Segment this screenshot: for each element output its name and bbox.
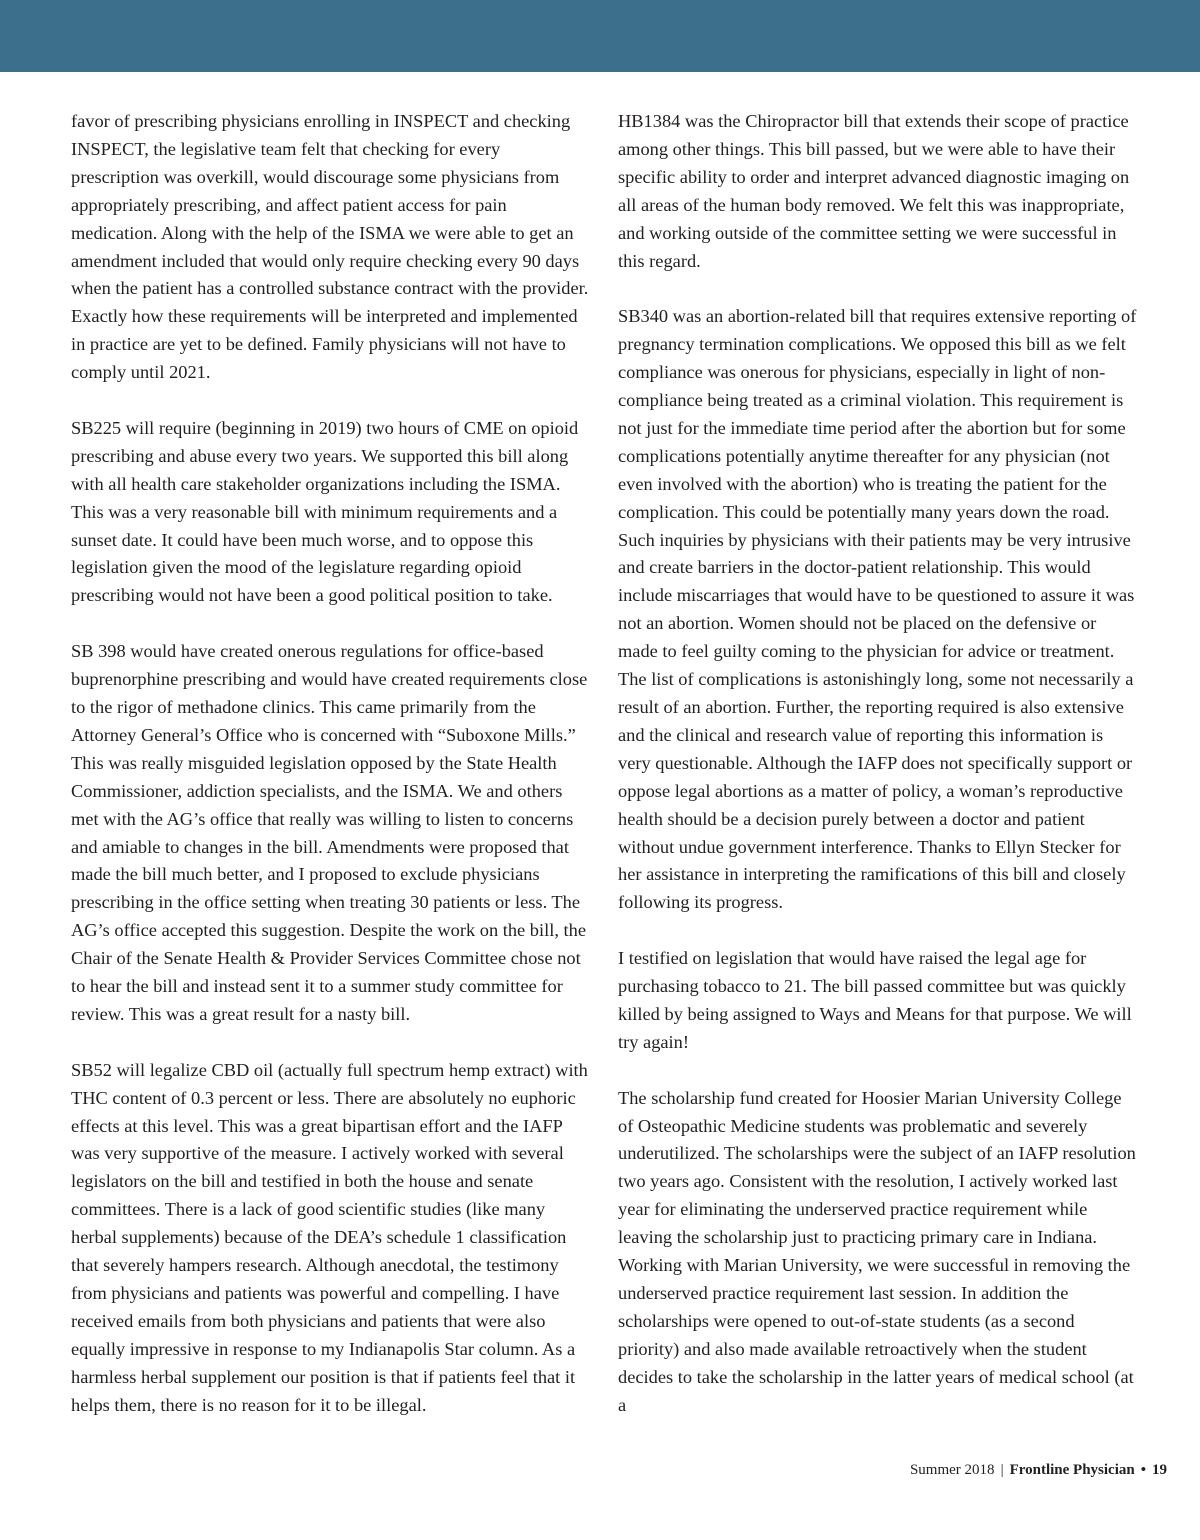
paragraph-sb398: SB 398 would have created onerous regulations for office-based buprenorphine prescribing and would have created requirements close to the rigor of methadone clinics. This came primarily from the Attorney General’s Office who is concerned with “Suboxone Mills.” This was really misguided legislation opposed by the State Health Commissioner, addiction specialists, and the ISMA. We and others met with the AG’s office that really was willing to listen to concerns and amiable to changes in the bill. Amendments were proposed that made the bill much better, and I proposed to exclude physicians prescribing in the office setting when treating 30 patients or less. The AG’s office accepted this suggestion. Despite the work on the bill, the Chair of the Senate Health & Provider Services Committee chose not to hear the bill and instead sent it to a summer study committee for review. This was a great result for a nasty bill. xyxy=(71,641,588,1024)
footer-separator: | xyxy=(1000,1462,1004,1478)
paragraph-sb52: SB52 will legalize CBD oil (actually full spectrum hemp extract) with THC content of 0.3 percent or less. There are absolutely no euphoric effects at this level. This was a great bipartisan effort and the IAFP was very supportive of the measure. I actively worked with several legislators on the bill and testified in both the house and senate committees. There is a lack of good scientific studies (like many herbal supplements) because of the DEA’s schedule 1 classification that severely hampers research. Although anecdotal, the testimony from physicians and patients was powerful and compelling. I have received emails from both physicians and patients that were also equally impressive in response to my Indianapolis Star column. As a harmless herbal supplement our position is that if patients feel that it helps them, there is no reason for it to be illegal. xyxy=(71,1059,588,1415)
paragraph-sb340: SB340 was an abortion-related bill that requires extensive reporting of pregnancy termination complications. We opposed this bill as we felt compliance was onerous for physicians, especially in light of non-compliance being treated as a criminal violation. This requirement is not just for the immediate time period after the abortion but for some complications potentially anytime thereafter for any physician (not even involved with the abortion) who is treating the patient for the complication. This could be potentially many years down the road. Such inquiries by physicians with their patients may be very intrusive and create barriers in the doctor-patient relationship. This would include miscarriages that would have to be questioned to assure it was not an abortion. Women should not be placed on the defensive or made to feel guilty coming to the physician for advice or treatment. The list of complications is astonishingly long, some not necessarily a result of an abortion. Further, the reporting required is also extensive and the clinical and research value of reporting this information is very questionable. Although the IAFP does not specifically support or oppose legal abortions as a matter of policy, a woman’s reproductive health should be a decision purely between a doctor and patient without undue government interference. Thanks to Ellyn Stecker for her assistance in interpreting the ramifications of this bill and closely following its progress. xyxy=(618,306,1137,913)
issue-label: Summer 2018 xyxy=(909,1462,995,1478)
page-number: 19 xyxy=(1152,1462,1167,1478)
paragraph-hb1384: HB1384 was the Chiropractor bill that extends their scope of practice among other things. This bill passed, but we were able to have their specific ability to order and interpret advanced diagnostic imaging on all areas of the human body removed. We felt this was inappropriate, and working outside of the committee setting we were successful in this regard. xyxy=(618,111,1130,271)
paragraph-tobacco: I testified on legislation that would have raised the legal age for purchasing tobacco to 21. The bill passed committee but was quickly killed by being assigned to Ways and Means for that purpose. We will try again! xyxy=(618,948,1132,1052)
paragraph-scholarship: The scholarship fund created for Hoosier Marian University College of Osteopathic Medicine students was problematic and severely underutilized. The scholarships were the subject of an IAFP resolution two years ago. Consistent with the resolution, I actively worked last year for eliminating the underserved practice requirement while leaving the scholarship just to practicing primary care in Indiana. Working with Marian University, we were successful in removing the underserved practice requirement last session. In addition the scholarships were opened to out-of-state students (as a second priority) and also made available retroactively when the student decides to take the scholarship in the latter years of medical school (at a xyxy=(618,1087,1136,1415)
footer-bullet: • xyxy=(1140,1462,1146,1478)
publication-name: Frontline Physician xyxy=(1009,1462,1135,1478)
paragraph-inspect: favor of prescribing physicians enrolling in INSPECT and checking INSPECT, the legislative team felt that checking for every prescription was overkill, would discourage some physicians from appropriately prescribing, and affect patient access for pain medication. Along with the help of the ISMA we were able to get an amendment included that would only require checking every 90 days when the patient has a controlled substance contract with the provider. Exactly how these requirements will be interpreted and implemented in practice are yet to be defined. Family physicians will not have to comply until 2021. xyxy=(71,111,589,383)
left-column xyxy=(71,108,591,1420)
header-band xyxy=(0,0,1200,72)
right-column xyxy=(618,108,1138,1420)
page-footer xyxy=(910,1462,1167,1479)
paragraph-sb225: SB225 will require (beginning in 2019) two hours of CME on opioid prescribing and abuse every two years. We supported this bill along with all health care stakeholder organizations including the ISMA. This was a very reasonable bill with minimum requirements and a sunset date. It could have been much worse, and to oppose this legislation given the mood of the legislature regarding opioid prescribing would not have been a good political position to take. xyxy=(71,417,579,606)
